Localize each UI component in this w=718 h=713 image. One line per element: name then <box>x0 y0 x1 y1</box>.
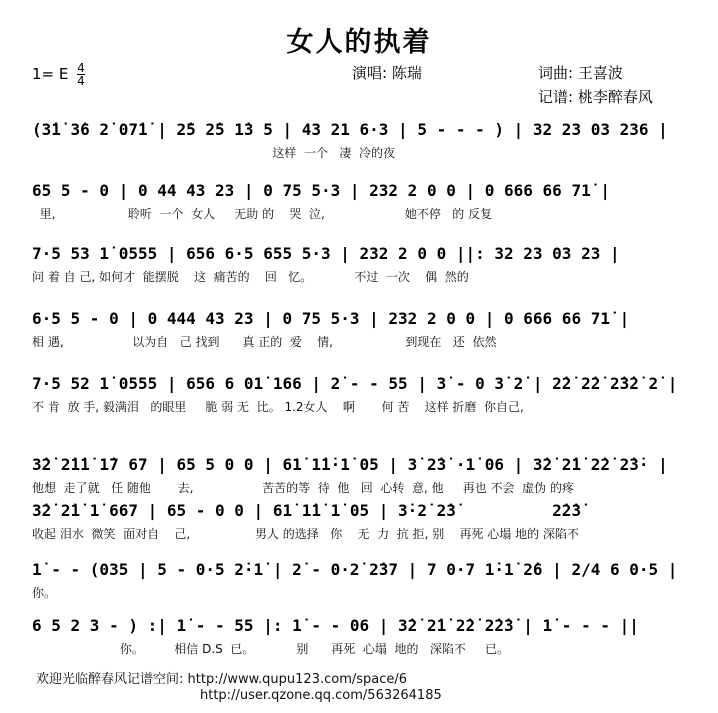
notation-line: 6 5 2 3 - ) :| 1̇ - - 55 |: 1̇ - - 06 | 3̇2̇ 2̇1̇ 2̇2̇ 2̇2̇3̇ | 1̇ - - - || <box>32 616 639 635</box>
notation-line: 65 5 - 0 | 0 44 43 23 | 0 75 5·3 | 232 2 0 0 | 0 666 66 71̇ | <box>32 181 610 200</box>
notation-line: 1̇ - - (035 | 5 - 0·5 2̇·1̇ | 2̇ - 0·2̇ 2̇37 | 7 0·7 1̇·1̇ 2̇6 | 2/4 6 0·5 | <box>32 560 678 579</box>
key-signature <box>32 62 85 87</box>
lyric-line: 这样 一个 凄 冷的夜 <box>32 146 396 160</box>
lyricist-composer-credit: 词曲: 王喜波 <box>538 64 623 82</box>
lyric-line: 收起 泪水 微笑 面对自 己, 男人 的选择 你 无 力 抗 拒, 别 再死 心塌 地的 深陷不 <box>32 527 579 541</box>
singer-credit: 演唱: 陈瑞 <box>352 64 422 82</box>
lyric-line: 相 遇, 以为自 己 找到 真 正的 爱 情, 到现在 还 依然 <box>32 335 497 349</box>
key-tonic: 1= E <box>32 65 69 83</box>
lyric-line: 你。 相信 D.S 已。 别 再死 心塌 地的 深陷不 已。 <box>32 642 509 656</box>
notation-line: (3̇1̇ 3̇6 2̇ 07̇1̇ | 2̇5 2̇5 1̇3 5 | 43 21 6·3 | 5 - - - ) | 32 23 03 236 | <box>32 120 668 139</box>
time-signature-top: 4 <box>77 61 85 75</box>
transcriber-credit: 记谱: 桃李醉春风 <box>538 88 653 106</box>
footer-line-1: 欢迎光临醉春风记谱空间: http://www.qupu123.com/space/6 <box>36 672 408 687</box>
lyric-line: 他想 走了就 任 随他 去, 苦苦的等 待 他 回 心转 意, 他 再也 不会 虚伪 的疼 <box>32 481 574 495</box>
footer-line-2: http://user.qzone.qq.com/563264185 <box>200 688 442 703</box>
notation-line: 7·5 53 1̇ 0555 | 656 6·5 655 5·3 | 232 2 0 0 ||: 32 23 03 23 | <box>32 244 620 263</box>
notation-line: 6·5 5 - 0 | 0 444 43 23 | 0 75 5·3 | 232 2 0 0 | 0 666 66 71̇ | <box>32 309 630 328</box>
lyric-line: 问 着 自 己, 如何才 能摆脱 这 痛苦的 回 忆。 不过 一次 偶 然的 <box>32 270 469 284</box>
notation-line: 3̇2̇ 2̇1̇ 1̇ 667 | 65 - 0 0 | 61̇ 1̇1̇ 1̇ 05 | 3̇·2̇ 2̇3̇ 2̇2̇3̇ <box>32 501 582 520</box>
time-signature-bottom: 4 <box>77 74 85 88</box>
song-title: 女人的执着 <box>286 27 432 58</box>
notation-line: 3̇2̇ 2̇1̇1̇ 1̇7 67 | 65 5 0 0 | 61̇ 1̇1̇·1̇ 05 | 3̇ 2̇3̇ ·1̇ 06 | 3̇2̇ 2̇1̇ 2̇2̇ 2̇3̇· | <box>32 455 668 474</box>
lyric-line: 你。 <box>32 586 57 600</box>
lyric-line: 不 肯 放 手, 毅满泪 的眼里 脆 弱 无 比。 1.2女人 啊 何 苦 这样 折磨 你自己, <box>32 400 524 414</box>
lyric-line: 里, 聆听 一个 女人 无助 的 哭 泣, 她不停 的 反复 <box>32 207 493 221</box>
time-signature <box>77 62 85 87</box>
notation-line: 7·5 52 1̇ 0555 | 656 6 01̇ 166 | 2̇ - - 55 | 3̇ - 0 3̇ 2̇ | 2̇2̇ 2̇2̇ 2̇3̇2̇ 2̇ | <box>32 374 678 393</box>
